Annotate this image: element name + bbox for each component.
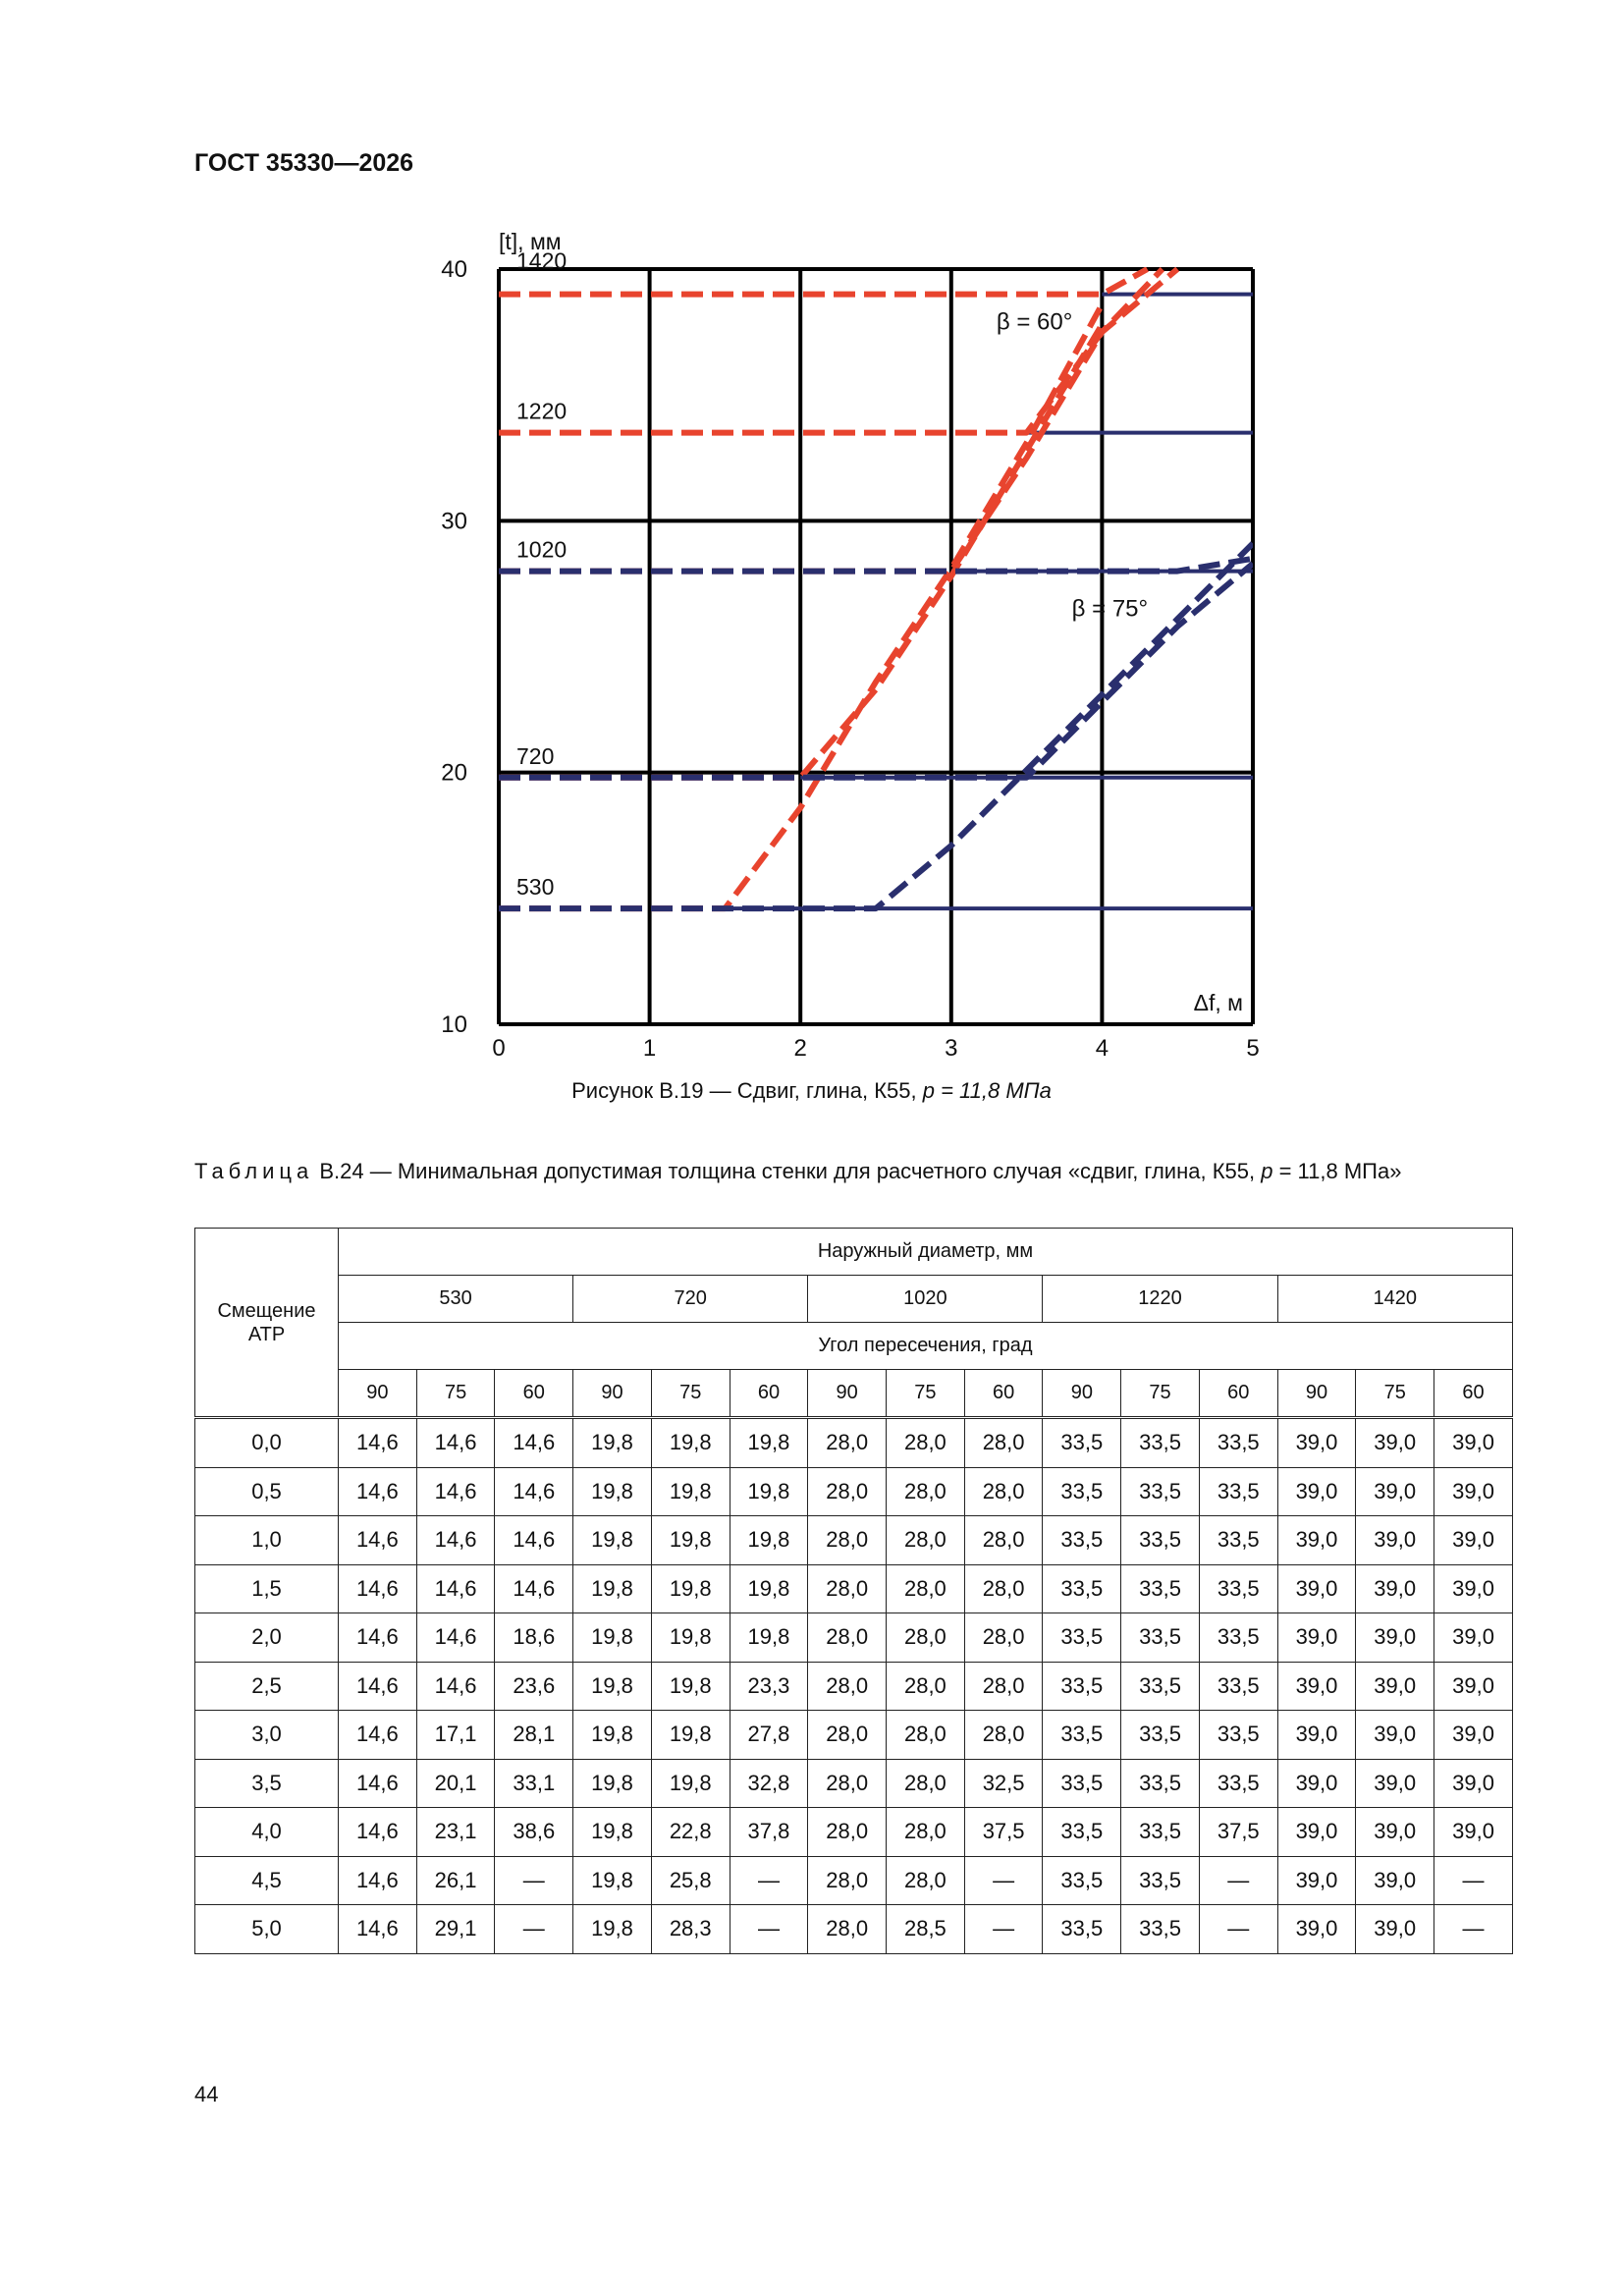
thickness-cell: 26,1 (416, 1856, 495, 1905)
table-row (195, 1905, 1513, 1954)
thickness-cell: — (964, 1905, 1043, 1954)
thickness-cell: 37,8 (730, 1808, 808, 1857)
diameter-header: 530 (339, 1276, 573, 1323)
thickness-cell: 39,0 (1434, 1808, 1513, 1857)
diameter-label: 1220 (516, 398, 568, 424)
diameter-header: 1220 (1043, 1276, 1277, 1323)
thickness-cell: 33,5 (1199, 1467, 1277, 1516)
series-line-4 (499, 269, 1177, 572)
thickness-cell: 27,8 (730, 1711, 808, 1760)
thickness-cell: 28,0 (808, 1467, 887, 1516)
thickness-cell: 28,0 (887, 1564, 965, 1613)
thickness-cell: 28,0 (808, 1418, 887, 1468)
thickness-cell: 28,0 (808, 1662, 887, 1711)
thickness-cell: 39,0 (1434, 1711, 1513, 1760)
offset-cell: 4,0 (195, 1808, 339, 1857)
thickness-cell: 19,8 (651, 1564, 730, 1613)
thickness-cell: 39,0 (1356, 1516, 1434, 1565)
thickness-cell: 32,5 (964, 1759, 1043, 1808)
diameter-header: 1020 (808, 1276, 1043, 1323)
thickness-cell: 19,8 (573, 1662, 652, 1711)
thickness-cell: 39,0 (1356, 1759, 1434, 1808)
thickness-cell: 14,6 (339, 1856, 417, 1905)
thickness-cell: 14,6 (416, 1418, 495, 1468)
angle-header: 90 (808, 1370, 887, 1418)
table-caption-p: p (1261, 1159, 1273, 1183)
thickness-cell: 28,0 (887, 1516, 965, 1565)
table-row (195, 1564, 1513, 1613)
offset-cell: 1,5 (195, 1564, 339, 1613)
thickness-cell: 39,0 (1356, 1808, 1434, 1857)
beta-annotation: β = 75° (1071, 595, 1149, 623)
thickness-cell: 33,5 (1043, 1418, 1121, 1468)
diameter-header-row (195, 1276, 1513, 1323)
thickness-cell: 39,0 (1434, 1759, 1513, 1808)
thickness-cell: 39,0 (1356, 1711, 1434, 1760)
offset-cell: 0,5 (195, 1467, 339, 1516)
thickness-cell: 33,5 (1121, 1759, 1200, 1808)
chart-svg (0, 0, 1623, 1070)
thickness-cell: 32,8 (730, 1759, 808, 1808)
row-header-cell (195, 1229, 339, 1418)
thickness-cell: 33,5 (1043, 1516, 1121, 1565)
thickness-cell: 23,1 (416, 1808, 495, 1857)
thickness-cell: — (1434, 1905, 1513, 1954)
thickness-cell: 19,8 (573, 1808, 652, 1857)
thickness-cell: 14,6 (339, 1759, 417, 1808)
figure-caption-pressure: p = 11,8 МПа (922, 1078, 1052, 1103)
thickness-cell: 14,6 (495, 1467, 573, 1516)
thickness-cell: 28,0 (808, 1905, 887, 1954)
thickness-cell: — (1199, 1856, 1277, 1905)
offset-cell: 3,5 (195, 1759, 339, 1808)
thickness-cell: 33,5 (1199, 1759, 1277, 1808)
thickness-cell: 14,6 (416, 1516, 495, 1565)
thickness-cell: 39,0 (1356, 1564, 1434, 1613)
series-group (499, 269, 1253, 908)
thickness-cell: 19,8 (573, 1613, 652, 1663)
thickness-cell: 37,5 (964, 1808, 1043, 1857)
thickness-cell: 14,6 (339, 1662, 417, 1711)
thickness-cell: 23,6 (495, 1662, 573, 1711)
thickness-cell: 39,0 (1356, 1467, 1434, 1516)
thickness-cell: 39,0 (1277, 1856, 1356, 1905)
thickness-cell: 39,0 (1434, 1418, 1513, 1468)
thickness-cell: 17,1 (416, 1711, 495, 1760)
thickness-cell: 28,0 (964, 1662, 1043, 1711)
thickness-cell: 14,6 (339, 1516, 417, 1565)
table-caption-lead: Таблица (194, 1159, 314, 1183)
angle-header: 90 (1043, 1370, 1121, 1418)
thickness-cell: 33,5 (1043, 1759, 1121, 1808)
thickness-cell: 39,0 (1277, 1662, 1356, 1711)
thickness-cell: 39,0 (1434, 1662, 1513, 1711)
table-caption-end: = 11,8 МПа» (1272, 1159, 1402, 1183)
thickness-cell: 28,0 (887, 1759, 965, 1808)
thickness-cell: 25,8 (651, 1856, 730, 1905)
table-caption (194, 1157, 1512, 1185)
angle-header-row (195, 1370, 1513, 1418)
angle-header: 60 (964, 1370, 1043, 1418)
x-tick-label: 2 (793, 1035, 807, 1062)
table-row (195, 1711, 1513, 1760)
thickness-cell: 39,0 (1277, 1564, 1356, 1613)
x-tick-label: 5 (1246, 1035, 1260, 1062)
thickness-table (194, 1228, 1513, 1954)
thickness-cell: — (964, 1856, 1043, 1905)
diameter-label: 1020 (516, 536, 568, 563)
thickness-cell: 28,5 (887, 1905, 965, 1954)
thickness-cell: 33,5 (1199, 1564, 1277, 1613)
thickness-cell: 14,6 (339, 1418, 417, 1468)
thickness-cell: 14,6 (495, 1516, 573, 1565)
y-tick-label: 40 (441, 256, 467, 283)
thickness-cell: 14,6 (339, 1564, 417, 1613)
thickness-cell: 19,8 (651, 1467, 730, 1516)
thickness-cell: 14,6 (416, 1467, 495, 1516)
thickness-cell: 19,8 (651, 1662, 730, 1711)
thickness-cell: 19,8 (573, 1759, 652, 1808)
thickness-cell: 14,6 (416, 1613, 495, 1663)
thickness-cell: 39,0 (1277, 1808, 1356, 1857)
thickness-cell: — (495, 1905, 573, 1954)
x-tick-label: 0 (492, 1035, 506, 1062)
y-tick-label: 20 (441, 759, 467, 787)
angle-header: 75 (416, 1370, 495, 1418)
angle-header: 60 (495, 1370, 573, 1418)
thickness-cell: 14,6 (339, 1613, 417, 1663)
angle-header: 60 (1434, 1370, 1513, 1418)
thickness-cell: 33,5 (1121, 1564, 1200, 1613)
thickness-cell: 19,8 (573, 1856, 652, 1905)
diameter-label: 720 (516, 742, 555, 769)
thickness-cell: 19,8 (651, 1418, 730, 1468)
thickness-cell: 14,6 (339, 1711, 417, 1760)
table-body (195, 1418, 1513, 1954)
thickness-cell: 33,5 (1043, 1905, 1121, 1954)
angle-header: 60 (730, 1370, 808, 1418)
thickness-cell: 28,0 (808, 1856, 887, 1905)
thickness-cell: 19,8 (730, 1564, 808, 1613)
thickness-cell: 28,1 (495, 1711, 573, 1760)
thickness-cell: 19,8 (573, 1418, 652, 1468)
y-tick-label: 10 (441, 1011, 467, 1038)
offset-cell: 2,5 (195, 1662, 339, 1711)
angle-header: 75 (887, 1370, 965, 1418)
series-line-7 (499, 269, 1147, 295)
thickness-cell: 33,5 (1121, 1467, 1200, 1516)
thickness-cell: 18,6 (495, 1613, 573, 1663)
thickness-cell: 38,6 (495, 1808, 573, 1857)
y-tick-label: 30 (441, 508, 467, 535)
thickness-cell: — (730, 1905, 808, 1954)
thickness-cell: 33,5 (1043, 1856, 1121, 1905)
thickness-cell: 28,0 (964, 1418, 1043, 1468)
angle-header: 75 (651, 1370, 730, 1418)
thickness-cell: 33,5 (1121, 1808, 1200, 1857)
x-axis-label: Δf, м (1193, 990, 1243, 1015)
thickness-cell: 28,0 (887, 1808, 965, 1857)
diameter-label: 530 (516, 874, 555, 901)
thickness-cell: 14,6 (339, 1905, 417, 1954)
thickness-cell: 28,0 (887, 1711, 965, 1760)
thickness-cell: 39,0 (1277, 1418, 1356, 1468)
thickness-cell: 28,0 (964, 1516, 1043, 1565)
angle-header: 90 (573, 1370, 652, 1418)
thickness-cell: 28,0 (808, 1808, 887, 1857)
thickness-cell: 19,8 (730, 1467, 808, 1516)
thickness-cell: 28,0 (964, 1613, 1043, 1663)
thickness-cell: 33,1 (495, 1759, 573, 1808)
thickness-cell: 39,0 (1356, 1613, 1434, 1663)
thickness-cell: 14,6 (339, 1808, 417, 1857)
thickness-cell: 20,1 (416, 1759, 495, 1808)
thickness-cell: 33,5 (1121, 1711, 1200, 1760)
offset-cell: 5,0 (195, 1905, 339, 1954)
thickness-cell: — (1434, 1856, 1513, 1905)
thickness-cell: 39,0 (1434, 1613, 1513, 1663)
thickness-cell: 37,5 (1199, 1808, 1277, 1857)
thickness-cell: 33,5 (1043, 1662, 1121, 1711)
thickness-cell: 14,6 (339, 1467, 417, 1516)
thickness-cell: 39,0 (1277, 1759, 1356, 1808)
table-row (195, 1856, 1513, 1905)
thickness-cell: 28,0 (808, 1516, 887, 1565)
thickness-cell: 39,0 (1434, 1516, 1513, 1565)
thickness-cell: 33,5 (1121, 1856, 1200, 1905)
thickness-cell: 39,0 (1434, 1564, 1513, 1613)
thickness-cell: 28,0 (887, 1662, 965, 1711)
x-tick-label: 3 (945, 1035, 958, 1062)
thickness-cell: 33,5 (1199, 1613, 1277, 1663)
thickness-cell: 33,5 (1199, 1516, 1277, 1565)
offset-cell: 4,5 (195, 1856, 339, 1905)
thickness-cell: 33,5 (1043, 1808, 1121, 1857)
thickness-cell: 33,5 (1121, 1418, 1200, 1468)
table-row (195, 1516, 1513, 1565)
offset-cell: 0,0 (195, 1418, 339, 1468)
thickness-cell: — (1199, 1905, 1277, 1954)
beta-annotation: β = 60° (996, 308, 1073, 336)
x-tick-label: 4 (1095, 1035, 1109, 1062)
thickness-cell: 14,6 (495, 1418, 573, 1468)
thickness-cell: 39,0 (1277, 1711, 1356, 1760)
thickness-cell: 39,0 (1356, 1662, 1434, 1711)
thickness-cell: 23,3 (730, 1662, 808, 1711)
table-row (195, 1613, 1513, 1663)
thickness-cell: 33,5 (1121, 1613, 1200, 1663)
thickness-cell: 19,8 (573, 1467, 652, 1516)
table-row (195, 1808, 1513, 1857)
thickness-cell: 33,5 (1121, 1905, 1200, 1954)
thickness-cell: 28,0 (808, 1613, 887, 1663)
row-header-label: Смещение АТР (217, 1299, 316, 1345)
diameter-header: 1420 (1277, 1276, 1512, 1323)
thickness-cell: 28,0 (887, 1467, 965, 1516)
thickness-cell: 19,8 (651, 1711, 730, 1760)
thickness-cell: 33,5 (1043, 1467, 1121, 1516)
angle-header: 75 (1356, 1370, 1434, 1418)
thickness-cell: 22,8 (651, 1808, 730, 1857)
angle-header-cell: Угол пересечения, град (339, 1323, 1513, 1370)
thickness-cell: 28,0 (808, 1711, 887, 1760)
thickness-cell: 39,0 (1356, 1418, 1434, 1468)
thickness-cell: 28,0 (964, 1711, 1043, 1760)
table-caption-text: В.24 — Минимальная допустимая толщина стенки для расчетного случая «сдвиг, глина, К55, (313, 1159, 1262, 1183)
y-axis-label: [t], мм (499, 229, 562, 254)
thickness-cell: 19,8 (651, 1613, 730, 1663)
offset-cell: 3,0 (195, 1711, 339, 1760)
angle-header: 75 (1121, 1370, 1200, 1418)
angle-header: 90 (1277, 1370, 1356, 1418)
x-tick-label: 1 (642, 1035, 657, 1062)
thickness-cell: 29,1 (416, 1905, 495, 1954)
thickness-cell: 33,5 (1043, 1711, 1121, 1760)
thickness-cell: 39,0 (1277, 1467, 1356, 1516)
offset-cell: 2,0 (195, 1613, 339, 1663)
thickness-cell: 33,5 (1199, 1662, 1277, 1711)
thickness-cell: 33,5 (1121, 1516, 1200, 1565)
thickness-cell: 39,0 (1277, 1613, 1356, 1663)
group-header-cell: Наружный диаметр, мм (339, 1229, 1513, 1276)
thickness-cell: 19,8 (573, 1905, 652, 1954)
thickness-cell: 14,6 (416, 1662, 495, 1711)
thickness-cell: 19,8 (573, 1516, 652, 1565)
table-row (195, 1759, 1513, 1808)
thickness-cell: 39,0 (1356, 1856, 1434, 1905)
thickness-cell: 33,5 (1199, 1711, 1277, 1760)
thickness-cell: 19,8 (730, 1613, 808, 1663)
thickness-cell: 19,8 (730, 1418, 808, 1468)
thickness-cell: — (730, 1856, 808, 1905)
figure-caption (0, 1078, 1623, 1104)
table-row (195, 1662, 1513, 1711)
thickness-cell: 33,5 (1043, 1564, 1121, 1613)
series-line-5 (499, 559, 1253, 572)
thickness-cell: 28,0 (964, 1564, 1043, 1613)
thickness-cell: 39,0 (1277, 1516, 1356, 1565)
offset-cell: 1,0 (195, 1516, 339, 1565)
thickness-cell: — (495, 1856, 573, 1905)
page-number: 44 (194, 2082, 219, 2106)
thickness-cell: 19,8 (573, 1564, 652, 1613)
thickness-cell: 19,8 (651, 1516, 730, 1565)
angle-header: 90 (339, 1370, 417, 1418)
thickness-cell: 28,0 (887, 1418, 965, 1468)
diameter-label: 1420 (516, 247, 568, 274)
thickness-cell: 33,5 (1043, 1613, 1121, 1663)
thickness-cell: 19,8 (573, 1711, 652, 1760)
thickness-cell: 28,0 (887, 1856, 965, 1905)
thickness-cell: 33,5 (1121, 1662, 1200, 1711)
thickness-cell: 39,0 (1434, 1467, 1513, 1516)
thickness-cell: 14,6 (495, 1564, 573, 1613)
thickness-cell: 28,0 (964, 1467, 1043, 1516)
thickness-cell: 39,0 (1356, 1905, 1434, 1954)
thickness-cell: 39,0 (1277, 1905, 1356, 1954)
table-row (195, 1418, 1513, 1468)
thickness-cell: 19,8 (730, 1516, 808, 1565)
diameter-header: 720 (573, 1276, 808, 1323)
thickness-cell: 28,3 (651, 1905, 730, 1954)
figure-caption-main: Рисунок В.19 — Сдвиг, глина, К55, (571, 1078, 923, 1103)
thickness-cell: 28,0 (808, 1759, 887, 1808)
thickness-cell: 19,8 (651, 1759, 730, 1808)
thickness-cell: 33,5 (1199, 1418, 1277, 1468)
document-header: ГОСТ 35330—2026 (194, 149, 414, 177)
thickness-cell: 14,6 (416, 1564, 495, 1613)
table-row (195, 1467, 1513, 1516)
angle-header: 60 (1199, 1370, 1277, 1418)
thickness-cell: 28,0 (808, 1564, 887, 1613)
table-head (195, 1229, 1513, 1418)
thickness-cell: 28,0 (887, 1613, 965, 1663)
